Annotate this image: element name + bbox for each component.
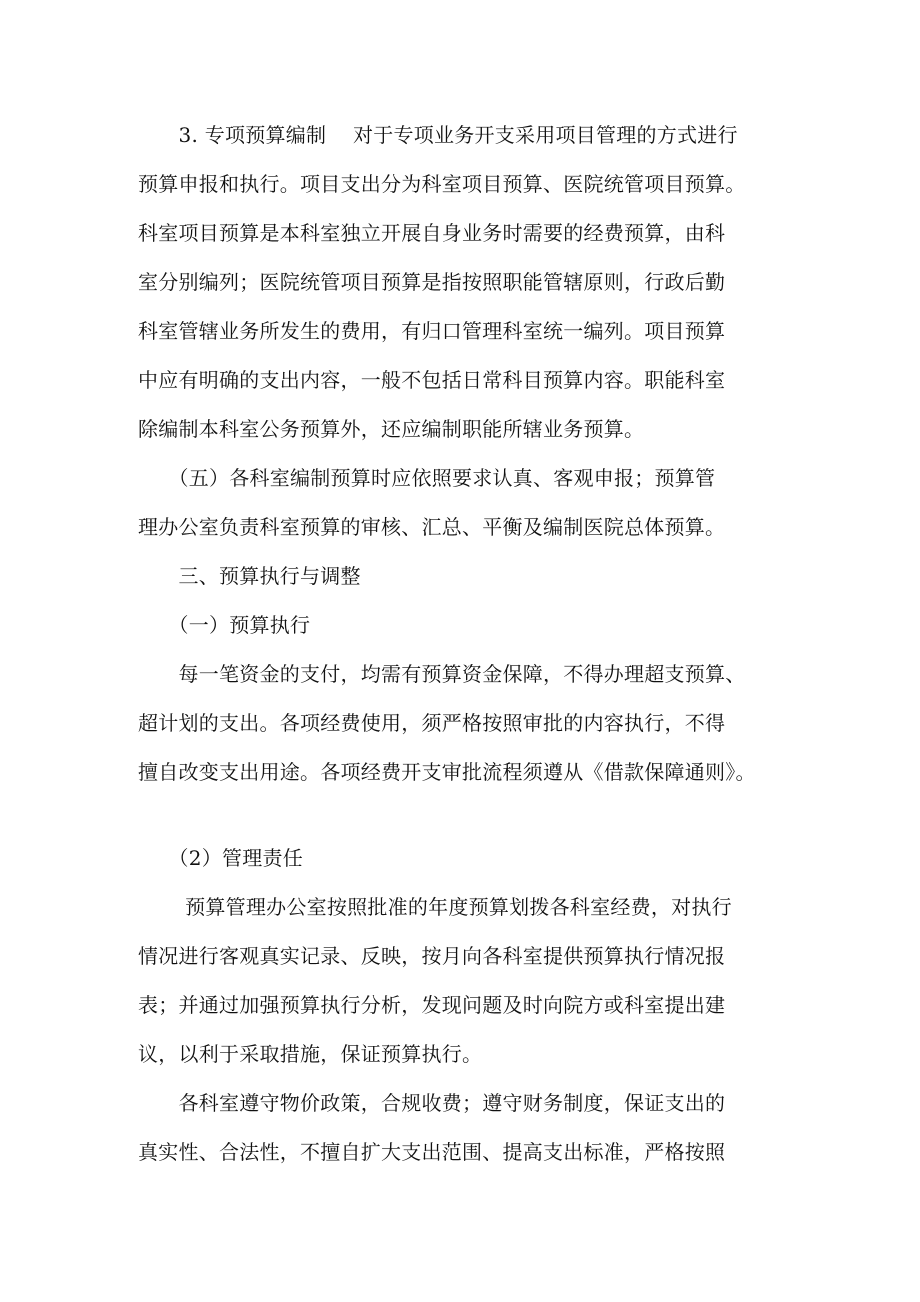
subsection-heading: （2）管理责任 (138, 846, 303, 870)
paragraph-line: 3. 专项预算编制 对于专项业务开支采用项目管理的方式进行 (138, 123, 738, 147)
section-heading: 三、预算执行与调整 (138, 564, 361, 588)
paragraph-line: （五）各科室编制预算时应依照要求认真、客观申报；预算管 (138, 466, 716, 490)
subsection-heading: （一）预算执行 (138, 613, 311, 637)
paragraph-line: 科室项目预算是本科室独立开展自身业务时需要的经费预算，由科 (138, 221, 726, 245)
paragraph-line: 预算申报和执行。项目支出分为科室项目预算、医院统管项目预算。 (138, 172, 746, 196)
paragraph-line: 超计划的支出。各项经费使用，须严格按照审批的内容执行，不得 (138, 711, 726, 735)
paragraph-line: 中应有明确的支出内容，一般不包括日常科目预算内容。职能科室 (138, 368, 726, 392)
paragraph-line: 预算管理办公室按照批准的年度预算划拨各科室经费，对执行 (138, 895, 732, 919)
paragraph-line: 除编制本科室公务预算外，还应编制职能所辖业务预算。 (138, 417, 645, 441)
paragraph-line: 各科室遵守物价政策，合规收费；遵守财务制度，保证支出的 (138, 1091, 726, 1115)
paragraph-line: 科室管辖业务所发生的费用，有归口管理科室统一编列。项目预算 (138, 319, 726, 343)
paragraph-line: 议，以利于采取措施，保证预算执行。 (138, 1042, 483, 1066)
paragraph-line: 室分别编列；医院统管项目预算是指按照职能管辖原则，行政后勤 (138, 270, 726, 294)
paragraph-line: 擅自改变支出用途。各项经费开支审批流程须遵从《借款保障通则》。 (138, 760, 756, 784)
paragraph-line: 理办公室负责科室预算的审核、汇总、平衡及编制医院总体预算。 (138, 515, 726, 539)
paragraph-line: 表；并通过加强预算执行分析，发现问题及时向院方或科室提出建 (138, 993, 726, 1017)
paragraph-line: 每一笔资金的支付，均需有预算资金保障，不得办理超支预算、 (138, 662, 746, 686)
paragraph-line: 情况进行客观真实记录、反映，按月向各科室提供预算执行情况报 (138, 944, 726, 968)
paragraph-line: 真实性、合法性，不擅自扩大支出范围、提高支出标准，严格按照 (138, 1140, 726, 1164)
